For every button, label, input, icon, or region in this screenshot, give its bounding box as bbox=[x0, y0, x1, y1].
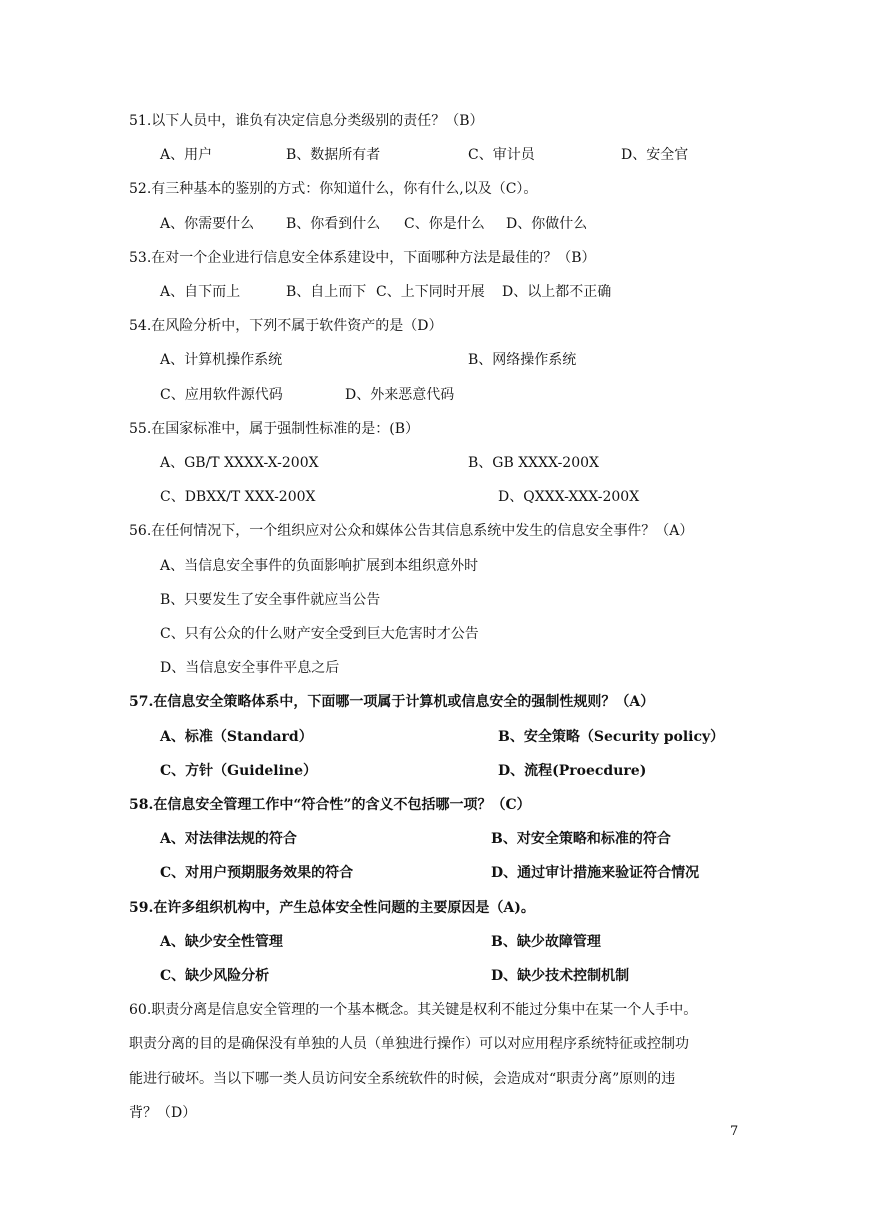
option-q56-1-0: B、只要发生了安全事件就应当公告 bbox=[160, 591, 381, 608]
option-q57-0-0: A、标准（Standard） bbox=[160, 728, 313, 745]
option-q51-3: D、安全官 bbox=[621, 147, 689, 164]
option-q52-0: A、你需要什么 bbox=[160, 215, 255, 232]
option-q53-1: B、自上而下 bbox=[286, 284, 367, 300]
question-q55: 55.在国家标准中，属于强制性标准的是：(B） bbox=[129, 420, 420, 437]
option-q54-0-1: B、网络操作系统 bbox=[468, 352, 577, 369]
option-q55-0-0: A、GB/T XXXX-X-200X bbox=[160, 455, 319, 471]
question-q60-line-1: 职责分离的目的是确保没有单独的人员（单独进行操作）可以对应用程序系统特征或控制功 bbox=[129, 1036, 689, 1053]
page-number: 7 bbox=[730, 1124, 739, 1139]
option-q57-1-1: D、流程(Proecdure) bbox=[498, 762, 647, 779]
option-q57-1-0: C、方针（Guideline） bbox=[160, 762, 318, 779]
option-q52-3: D、你做什么 bbox=[506, 215, 588, 232]
option-q59-1-1: D、缺少技术控制机制 bbox=[491, 968, 630, 984]
option-q51-2: C、审计员 bbox=[468, 147, 535, 164]
option-q58-1-0: C、对用户预期服务效果的符合 bbox=[160, 865, 354, 882]
question-q59: 59.在许多组织机构中，产生总体安全性问题的主要原因是（A)。 bbox=[129, 899, 535, 916]
question-q54: 54.在风险分析中，下列不属于软件资产的是（D） bbox=[129, 318, 443, 335]
question-q60-line-0: 60.职责分离是信息安全管理的一个基本概念。其关键是权利不能过分集中在某一个人手中。 bbox=[129, 1002, 698, 1019]
option-q51-0: A、用户 bbox=[160, 147, 213, 164]
option-q58-1-1: D、通过审计措施来验证符合情况 bbox=[491, 865, 700, 882]
option-q55-1-0: C、DBXX/T XXX-200X bbox=[160, 489, 316, 506]
question-q58: 58.在信息安全管理工作中“符合性”的含义不包括哪一项？（C） bbox=[129, 797, 531, 813]
option-q57-0-1: B、安全策略（Security policy） bbox=[498, 728, 725, 745]
question-q60-line-2: 能进行破坏。当以下哪一类人员访问安全系统软件的时候，会造成对“职责分离”原则的违 bbox=[129, 1070, 676, 1087]
question-q56: 56.在任何情况下，一个组织应对公众和媒体公告其信息系统中发生的信息安全事件？（A） bbox=[129, 523, 694, 540]
question-q53: 53.在对一个企业进行信息安全体系建设中，下面哪种方法是最佳的？（B） bbox=[129, 249, 596, 266]
option-q56-3-0: D、当信息安全事件平息之后 bbox=[160, 660, 340, 677]
option-q53-2: C、上下同时开展 bbox=[376, 284, 485, 300]
option-q54-0-0: A、计算机操作系统 bbox=[160, 352, 283, 369]
question-q60-line-3: 背？（D） bbox=[129, 1104, 197, 1121]
option-q54-1-0: C、应用软件源代码 bbox=[160, 386, 283, 403]
option-q59-0-1: B、缺少故障管理 bbox=[491, 933, 601, 950]
option-q52-1: B、你看到什么 bbox=[286, 215, 381, 232]
option-q59-1-0: C、缺少风险分析 bbox=[160, 968, 270, 984]
option-q59-0-0: A、缺少安全性管理 bbox=[160, 933, 283, 950]
option-q56-0-0: A、当信息安全事件的负面影响扩展到本组织意外时 bbox=[160, 557, 479, 574]
question-q57: 57.在信息安全策略体系中，下面哪一项属于计算机或信息安全的强制性规则？（A） bbox=[129, 694, 655, 711]
option-q58-0-1: B、对安全策略和标准的符合 bbox=[491, 831, 671, 848]
option-q51-1: B、数据所有者 bbox=[286, 147, 381, 164]
option-q53-3: D、以上都不正确 bbox=[502, 284, 612, 300]
option-q52-2: C、你是什么 bbox=[404, 215, 485, 232]
option-q54-1-1: D、外来恶意代码 bbox=[345, 386, 455, 403]
question-q52: 52.有三种基本的鉴别的方式：你知道什么，你有什么,以及（C）。 bbox=[129, 181, 538, 198]
question-q51: 51.以下人员中，谁负有决定信息分类级别的责任？（B） bbox=[129, 113, 484, 129]
option-q55-0-1: B、GB XXXX-200X bbox=[468, 455, 599, 471]
option-q56-2-0: C、只有公众的什么财产安全受到巨大危害时才公告 bbox=[160, 626, 479, 642]
option-q53-0: A、自下而上 bbox=[160, 284, 241, 300]
option-q55-1-1: D、QXXX-XXX-200X bbox=[498, 489, 640, 506]
option-q58-0-0: A、对法律法规的符合 bbox=[160, 831, 297, 848]
